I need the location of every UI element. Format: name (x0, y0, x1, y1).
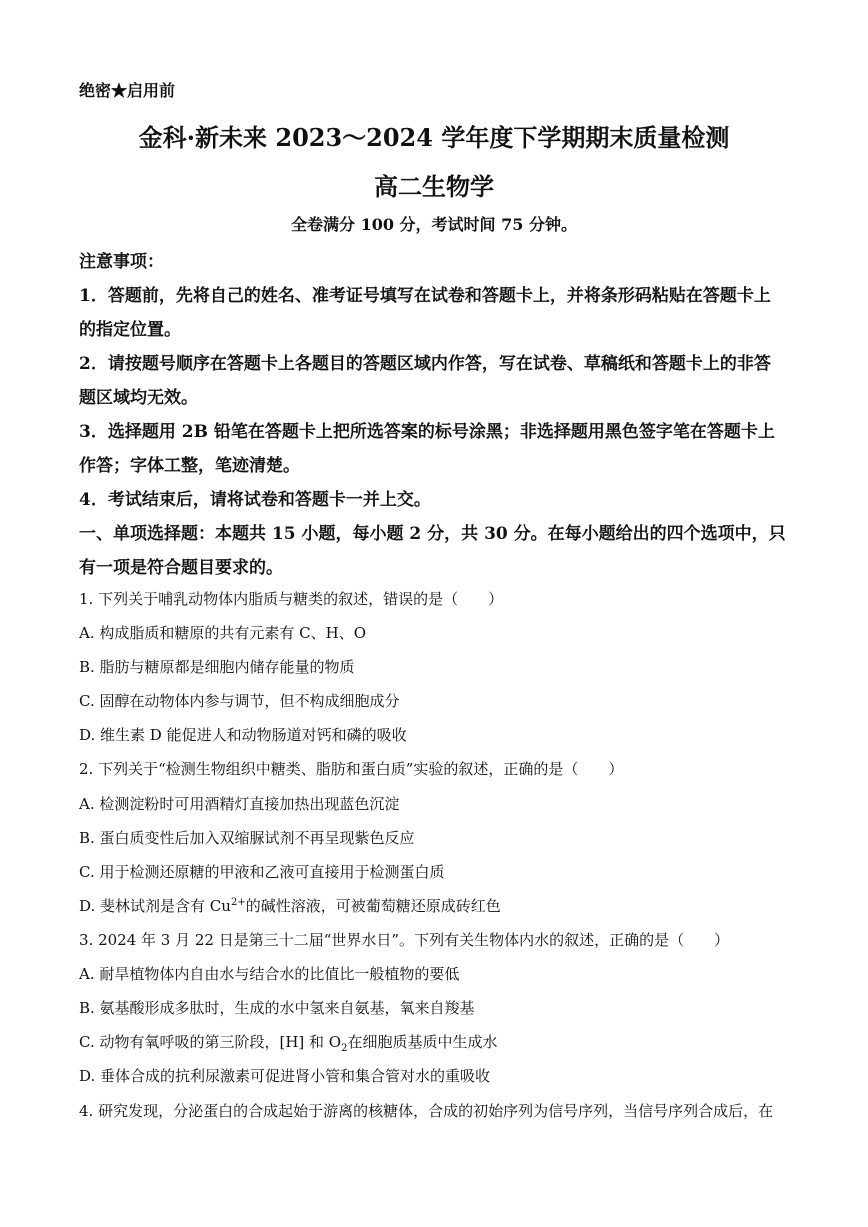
subject-title: 高二生物学 (374, 172, 494, 201)
notes-heading: 注意事项： (79, 252, 164, 272)
superscript: 2+ (230, 897, 246, 908)
confidential-label: 绝密★启用前 (79, 81, 176, 100)
subscript: 2 (341, 1043, 348, 1054)
question-1-stem: 1. 下列关于哺乳动物体内脂质与糖类的叙述，错误的是（ ） (79, 590, 504, 608)
note-line: 的指定位置。 (79, 320, 181, 340)
note-line: 3．选择题用 2B 铅笔在答题卡上把所选答案的标号涂黑；非选择题用黑色签字笔在答题卡上 (79, 422, 775, 442)
question-1-option-b: B. 脂肪与糖原都是细胞内储存能量的物质 (79, 658, 355, 676)
question-2-option-b: B. 蛋白质变性后加入双缩脲试剂不再呈现紫色反应 (79, 829, 415, 847)
question-3-option-b: B. 氨基酸形成多肽时，生成的水中氢来自氨基，氧来自羧基 (79, 999, 475, 1017)
question-4-stem: 4. 研究发现，分泌蛋白的合成起始于游离的核糖体，合成的初始序列为信号序列，当信号序列合成后，在 (79, 1102, 774, 1120)
question-2-stem: 2. 下列关于“检测生物组织中糖类、脂肪和蛋白质”实验的叙述，正确的是（ ） (79, 760, 624, 778)
question-2-option-d: D. 斐林试剂是含有 $Cu^{2+}$的碱性溶液，可被葡萄糖还原成砖红色 (79, 897, 501, 915)
note-line: 1．答题前，先将自己的姓名、准考证号填写在试卷和答题卡上，并将条形码粘贴在答题卡上 (79, 286, 771, 306)
note-line: 4．考试结束后，请将试卷和答题卡一并上交。 (79, 490, 431, 510)
section-heading-cont: 有一项是符合题目要求的。 (79, 558, 283, 578)
question-2-option-a: A. 检测淀粉时可用酒精灯直接加热出现蓝色沉淀 (79, 795, 400, 813)
section-heading: 一、单项选择题：本题共 15 小题，每小题 2 分，共 30 分。在每小题给出的四个选项中，只 (79, 524, 786, 544)
question-3-stem: 3. 2024 年 3 月 22 日是第三十二届“世界水日”。下列有关生物体内水的叙述，正确的是（ ） (79, 931, 730, 949)
note-line: 2．请按题号顺序在答题卡上各题目的答题区域内作答，写在试卷、草稿纸和答题卡上的非答 (79, 354, 771, 374)
question-3-option-d: D. 垂体合成的抗利尿激素可促进肾小管和集合管对水的重吸收 (79, 1067, 491, 1085)
question-3-option-c: C. 动物有氧呼吸的第三阶段，[H] 和 $O_2$在细胞质基质中生成水 (79, 1033, 498, 1054)
exam-title: 金科·新未来 2023～2024 学年度下学期期末质量检测 (138, 123, 730, 152)
question-1-option-c: C. 固醇在动物体内参与调节，但不构成细胞成分 (79, 692, 400, 710)
question-2-option-c: C. 用于检测还原糖的甲液和乙液可直接用于检测蛋白质 (79, 863, 445, 881)
score-time-line: 全卷满分 100 分，考试时间 75 分钟。 (291, 215, 577, 234)
question-1-option-a: A. 构成脂质和糖原的共有元素有 C、H、O (79, 624, 366, 642)
question-1-option-d: D. 维生素 D 能促进人和动物肠道对钙和磷的吸收 (79, 726, 407, 744)
question-3-option-a: A. 耐旱植物体内自由水与结合水的比值比一般植物的要低 (79, 965, 460, 983)
note-line: 题区域均无效。 (79, 388, 198, 408)
note-line: 作答；字体工整，笔迹清楚。 (79, 456, 300, 476)
